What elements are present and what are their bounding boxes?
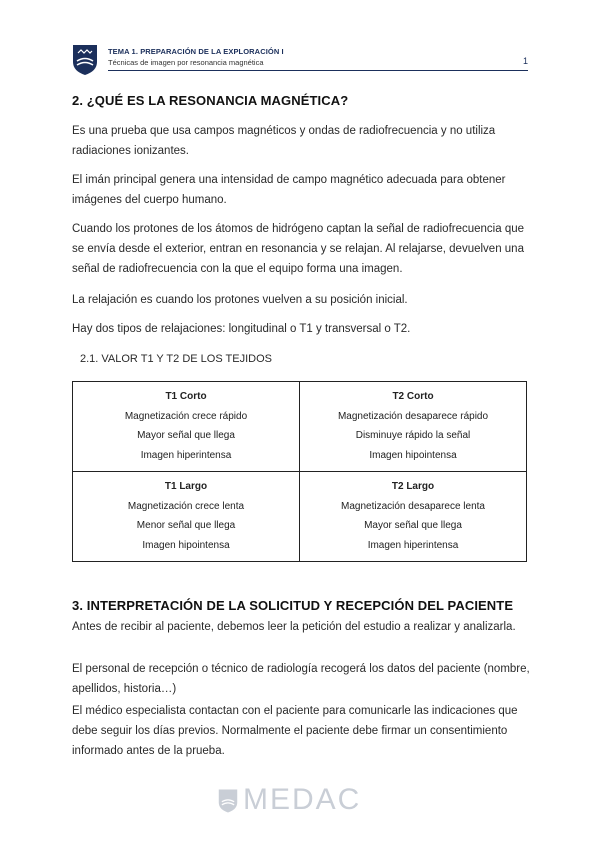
table-cell-t2-largo <box>300 472 527 562</box>
t1-t2-table <box>72 381 527 562</box>
cell-title: T1 Largo <box>164 481 208 492</box>
cell-line: Magnetización desaparece rápido <box>337 410 489 422</box>
cell-title: T1 Corto <box>165 391 207 402</box>
cell-line: Magnetización crece rápido <box>124 410 248 422</box>
medac-watermark-shield-icon <box>218 788 238 814</box>
cell-title: T2 Corto <box>392 391 434 402</box>
paragraph: Antes de recibir al paciente, debemos leer la petición del estudio a realizar y analizarla. <box>72 621 516 633</box>
table-row <box>73 382 527 472</box>
cell-line: Magnetización crece lenta <box>127 500 245 512</box>
cell-line: Mayor señal que llega <box>364 520 462 531</box>
cell-line: Imagen hiperintensa <box>140 449 232 461</box>
cell-line: Imagen hipointensa <box>142 539 230 551</box>
cell-line: Imagen hiperintensa <box>367 539 459 551</box>
page-number: 1 <box>522 56 528 66</box>
header-subtitle: Técnicas de imagen por resonancia magnética <box>108 58 264 67</box>
page-header <box>72 44 528 76</box>
section-2-heading: 2. ¿QUÉ ES LA RESONANCIA MAGNÉTICA? <box>72 93 349 108</box>
cell-line: Disminuye rápido la señal <box>355 430 471 441</box>
table-row <box>73 472 527 562</box>
footer-brand-watermark: MEDAC <box>243 783 362 816</box>
paragraph: El imán principal genera una intensidad de campo magnético adecuada para obtener imágenes del cuerpo humano. <box>72 174 506 206</box>
paragraph: Es una prueba que usa campos magnéticos y ondas de radiofrecuencia y no utiliza radiaciones ionizantes. <box>72 125 496 157</box>
header-title: TEMA 1. PREPARACIÓN DE LA EXPLORACIÓN I <box>108 47 284 56</box>
table-cell-t1-corto <box>73 382 300 472</box>
paragraph: El personal de recepción o técnico de radiología recogerá los datos del paciente (nombre, apellidos, historia…) <box>72 663 530 695</box>
cell-line: Imagen hipointensa <box>369 449 457 461</box>
paragraph: La relajación es cuando los protones vuelven a su posición inicial. <box>72 294 408 306</box>
header-divider <box>108 70 528 71</box>
paragraph: El médico especialista contactan con el paciente para comunicarle las indicaciones que debe seguir los días previos. Normalmente el paciente debe firmar un consentimiento informado antes de la prueba. <box>72 705 518 757</box>
cell-line: Magnetización desaparece lenta <box>341 500 485 512</box>
cell-line: Mayor señal que llega <box>137 430 235 441</box>
table-cell-t1-largo <box>73 472 300 562</box>
cell-title: T2 Largo <box>391 481 435 492</box>
table-cell-t2-corto <box>300 382 527 472</box>
paragraph: Hay dos tipos de relajaciones: longitudinal o T1 y transversal o T2. <box>72 323 411 335</box>
medac-shield-icon <box>72 44 98 76</box>
paragraph: Cuando los protones de los átomos de hidrógeno captan la señal de radiofrecuencia que se envía desde el exterior, entran en resonancia y se relajan. Al relajarse, devuelven una señal de radiofrecuencia con la que el equipo forma una imagen. <box>72 223 525 275</box>
cell-line: Menor señal que llega <box>136 520 236 531</box>
subsection-2-1-heading: 2.1. VALOR T1 Y T2 DE LOS TEJIDOS <box>80 353 272 365</box>
section-3-heading: 3. INTERPRETACIÓN DE LA SOLICITUD Y RECEPCIÓN DEL PACIENTE <box>72 598 514 613</box>
